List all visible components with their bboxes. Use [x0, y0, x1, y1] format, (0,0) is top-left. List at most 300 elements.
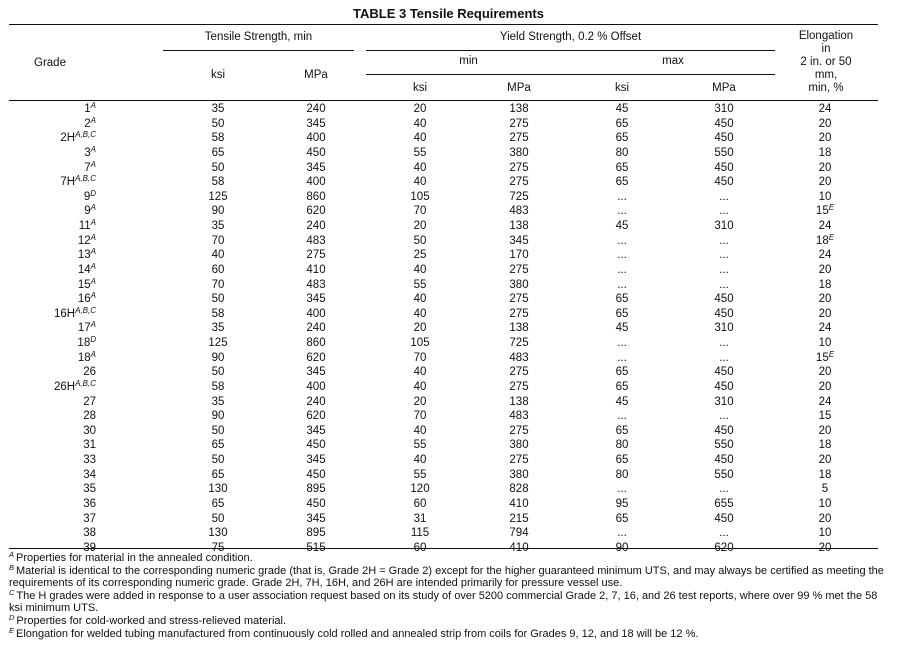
grade-value: 28 [83, 410, 96, 423]
elongation-value: 18 [815, 234, 829, 247]
ymax-mpa-cell: 550 [714, 439, 734, 452]
ymin-ksi-cell: 60 [413, 497, 427, 510]
ts-mpa-cell: 895 [306, 527, 326, 540]
ymin-ksi-cell: 40 [413, 263, 427, 276]
grade-cell [0, 292, 96, 307]
ymin-ksi-cell: 40 [413, 366, 427, 379]
ts-mpa-cell: 345 [306, 117, 326, 130]
grade-footnote-mark: D [90, 188, 96, 198]
ymin-mpa-cell: 170 [509, 249, 529, 262]
ts-mpa-cell: 450 [306, 439, 326, 452]
ymin-ksi-cell: 55 [413, 278, 427, 291]
header-elongation-line: mm, [814, 69, 838, 81]
table-row [0, 438, 897, 453]
elongation-value: 20 [818, 454, 832, 466]
ts-mpa-cell: 345 [306, 293, 326, 306]
elongation-value: 5 [821, 483, 829, 496]
ts-ksi-cell: 35 [211, 103, 225, 115]
elongation-cell [785, 351, 865, 366]
grade-cell [0, 497, 96, 512]
ymax-ksi-cell: ... [617, 278, 627, 291]
table-row [0, 453, 897, 468]
grade-cell [0, 175, 96, 190]
ymin-mpa-cell: 380 [509, 146, 529, 159]
grade-cell [0, 117, 96, 132]
table-row [0, 526, 897, 541]
ymin-mpa-cell: 275 [509, 132, 529, 145]
ts-mpa-cell: 620 [306, 351, 326, 364]
ymax-mpa-cell: 450 [714, 424, 734, 437]
ymax-ksi-cell: ... [617, 249, 627, 262]
ymax-mpa-cell: 310 [714, 322, 734, 335]
ts-ksi-cell: 125 [208, 337, 228, 349]
table-row [0, 175, 897, 190]
grade-value: 27 [83, 395, 96, 408]
elongation-cell [785, 438, 865, 453]
ymax-ksi-cell: 95 [615, 497, 629, 510]
elongation-cell [785, 117, 865, 132]
ymin-mpa-cell: 138 [509, 220, 529, 232]
elongation-cell [785, 175, 865, 190]
table-row [0, 497, 897, 512]
table-title: TABLE 3 Tensile Requirements [353, 6, 544, 21]
ymin-mpa-cell: 275 [509, 454, 529, 466]
grade-cell [0, 248, 96, 263]
grade-cell [0, 365, 96, 380]
ymin-mpa-cell: 380 [509, 278, 529, 291]
elongation-value: 20 [818, 541, 832, 554]
ymax-ksi-cell: 80 [615, 439, 629, 452]
ymax-mpa-cell: 450 [714, 293, 734, 306]
grade-value: 36 [83, 497, 96, 510]
grade-cell [0, 219, 96, 234]
grade-value: 16 [77, 293, 91, 306]
ymin-ksi-cell: 70 [413, 351, 427, 364]
ymax-mpa-cell: 450 [714, 132, 734, 145]
grade-cell [0, 307, 96, 322]
ymax-ksi-cell: ... [617, 263, 627, 276]
ymax-ksi-cell: ... [617, 234, 627, 247]
ts-ksi-cell: 65 [211, 439, 225, 452]
footnote [9, 562, 889, 590]
ts-mpa-cell: 895 [306, 483, 326, 496]
elongation-value: 15 [815, 351, 829, 364]
ymax-mpa-cell: 550 [714, 468, 734, 481]
ymax-ksi-cell: 65 [615, 424, 629, 437]
ymin-ksi-cell: 105 [410, 337, 430, 349]
grade-value: 2H [60, 132, 76, 145]
elongation-value: 20 [818, 512, 832, 525]
ymax-ksi-cell: 65 [615, 132, 629, 145]
elongation-value: 20 [818, 293, 832, 306]
grade-value: 14 [77, 263, 91, 276]
elongation-cell [785, 526, 865, 541]
ymax-mpa-cell: ... [719, 410, 729, 423]
elongation-cell [785, 292, 865, 307]
ymax-ksi-cell: ... [617, 351, 627, 364]
ts-ksi-cell: 50 [211, 366, 225, 379]
ts-mpa-cell: 400 [306, 380, 326, 393]
ymin-mpa-cell: 275 [509, 117, 529, 130]
elongation-value: 24 [818, 249, 832, 262]
ymin-mpa-cell: 275 [509, 293, 529, 306]
grade-cell [0, 482, 96, 497]
grade-value: 11 [78, 220, 91, 232]
footnote [9, 612, 889, 628]
ymin-mpa-cell: 275 [509, 424, 529, 437]
footnote-mark: D [9, 612, 15, 622]
table-row [0, 482, 897, 497]
grade-cell [0, 204, 96, 219]
ymax-ksi-cell: 65 [615, 117, 629, 130]
table-row [0, 336, 897, 351]
grade-value: 7 [84, 161, 91, 174]
grade-cell [0, 351, 96, 366]
ts-ksi-cell: 65 [211, 468, 225, 481]
grade-cell [0, 161, 96, 176]
grade-footnote-mark: A [90, 115, 96, 125]
table-row [0, 263, 897, 278]
grade-value: 9 [83, 190, 91, 203]
ymin-ksi-cell: 40 [413, 161, 427, 174]
grade-cell [0, 468, 96, 483]
footnote-text: Properties for cold-worked and stress-relieved material. [16, 614, 287, 627]
elongation-value: 20 [818, 263, 832, 276]
ymax-mpa-cell: ... [719, 278, 729, 291]
grade-cell [0, 424, 96, 439]
ts-ksi-cell: 130 [208, 483, 228, 496]
ymax-mpa-cell: 310 [714, 395, 734, 408]
ymin-ksi-cell: 40 [413, 424, 427, 437]
grade-cell [0, 278, 96, 293]
grade-value: 26 [83, 366, 96, 379]
ymax-mpa-cell: 655 [714, 497, 734, 510]
elongation-value: 10 [818, 497, 832, 510]
ymin-mpa-cell: 828 [509, 483, 529, 496]
grade-cell [0, 336, 96, 351]
grade-footnote-mark: A,B,C [75, 130, 96, 140]
grade-footnote-mark: A [90, 291, 96, 301]
footnote-text: Elongation for welded tubing manufactured from continuously cold rolled and annealed strip from coils for Grades 9, 12, and 18 will be 12 %. [16, 627, 699, 640]
grade-cell [0, 512, 96, 527]
grade-value: 30 [83, 424, 96, 437]
min-max-rule [366, 74, 775, 75]
elongation-cell [785, 424, 865, 439]
header-elongation-line: in [821, 43, 831, 55]
ts-ksi-cell: 35 [211, 395, 225, 408]
header-elongation-line: min, % [808, 82, 844, 94]
ymax-mpa-cell: 450 [714, 366, 734, 379]
header-yield-max: max [662, 55, 684, 67]
table-row [0, 307, 897, 322]
table-row [0, 278, 897, 293]
ts-ksi-cell: 50 [211, 454, 225, 466]
ts-mpa-cell: 860 [306, 190, 326, 203]
ts-ksi-cell: 40 [211, 249, 225, 262]
grade-value: 38 [83, 527, 96, 540]
ymax-ksi-cell: 45 [615, 395, 629, 408]
elongation-value: 20 [818, 307, 832, 320]
ymax-mpa-cell: ... [719, 234, 729, 247]
ts-ksi-cell: 70 [211, 234, 225, 247]
ymin-mpa-cell: 215 [509, 512, 529, 525]
elongation-value: 20 [818, 132, 832, 145]
ts-ksi-cell: 75 [211, 541, 225, 554]
ymin-mpa-cell: 275 [509, 380, 529, 393]
footnote [9, 552, 889, 565]
grade-value: 37 [83, 512, 96, 525]
elongation-cell [785, 161, 865, 176]
grade-value: 34 [83, 468, 96, 481]
header-ymax-ksi: ksi [614, 82, 630, 94]
table-row [0, 146, 897, 161]
ymin-ksi-cell: 20 [413, 103, 427, 115]
ymin-ksi-cell: 70 [413, 410, 427, 423]
ymin-ksi-cell: 40 [413, 454, 427, 466]
elongation-value: 20 [818, 176, 832, 189]
table-row [0, 321, 897, 336]
ymin-ksi-cell: 120 [410, 483, 430, 496]
grade-value: 26H [53, 380, 76, 393]
ymin-ksi-cell: 40 [413, 176, 427, 189]
grade-cell [0, 395, 96, 410]
ymax-ksi-cell: 65 [615, 512, 629, 525]
ts-ksi-cell: 35 [211, 220, 225, 232]
grade-value: 31 [83, 439, 96, 452]
ymin-ksi-cell: 50 [413, 234, 427, 247]
header-ymin-mpa: MPa [507, 82, 531, 94]
grade-value: 18 [77, 337, 91, 349]
header-ts-mpa: MPa [304, 69, 328, 81]
header-ts-ksi: ksi [210, 69, 226, 81]
elongation-footnote-mark: E [828, 203, 835, 213]
elongation-cell [785, 190, 865, 205]
table-row [0, 234, 897, 249]
grade-footnote-mark: A,B,C [75, 174, 96, 184]
ymax-mpa-cell: ... [719, 190, 729, 203]
grade-footnote-mark: A [90, 320, 96, 330]
ts-ksi-cell: 50 [211, 161, 225, 174]
header-elongation-line: 2 in. or 50 [800, 56, 852, 68]
ymin-mpa-cell: 380 [509, 439, 529, 452]
grade-value: 18 [77, 351, 91, 364]
ts-mpa-cell: 450 [306, 468, 326, 481]
ymax-mpa-cell: ... [719, 337, 729, 349]
table-row [0, 161, 897, 176]
ymin-ksi-cell: 40 [413, 380, 427, 393]
table-row [0, 219, 897, 234]
elongation-cell [785, 263, 865, 278]
tensile-rule [163, 50, 354, 51]
grade-value: 16H [53, 307, 76, 320]
elongation-cell [785, 234, 865, 249]
elongation-value: 15 [815, 205, 829, 218]
ts-mpa-cell: 483 [306, 278, 326, 291]
ymin-mpa-cell: 138 [509, 322, 529, 335]
ts-ksi-cell: 60 [211, 263, 225, 276]
elongation-cell [785, 497, 865, 512]
ts-mpa-cell: 860 [306, 337, 326, 349]
ymax-mpa-cell: 450 [714, 176, 734, 189]
grade-cell [0, 409, 96, 424]
ts-ksi-cell: 125 [208, 190, 228, 203]
ymin-mpa-cell: 275 [509, 307, 529, 320]
grade-footnote-mark: A [90, 203, 96, 213]
ts-mpa-cell: 483 [306, 234, 326, 247]
elongation-value: 24 [818, 103, 832, 115]
ymax-mpa-cell: 620 [714, 541, 734, 554]
elongation-value: 20 [818, 380, 832, 393]
table-row [0, 204, 897, 219]
ymin-ksi-cell: 40 [413, 293, 427, 306]
ymin-mpa-cell: 380 [509, 468, 529, 481]
elongation-cell [785, 307, 865, 322]
ymax-ksi-cell: ... [617, 410, 627, 423]
ts-ksi-cell: 58 [211, 132, 225, 145]
ts-mpa-cell: 450 [306, 146, 326, 159]
elongation-cell [785, 278, 865, 293]
ts-ksi-cell: 58 [211, 307, 225, 320]
ymax-ksi-cell: 65 [615, 366, 629, 379]
elongation-cell [785, 365, 865, 380]
ymax-ksi-cell: 65 [615, 176, 629, 189]
grade-value: 39 [83, 541, 96, 554]
table-row [0, 409, 897, 424]
ymax-mpa-cell: ... [719, 205, 729, 218]
header-yield: Yield Strength, 0.2 % Offset [499, 31, 642, 43]
grade-cell [0, 131, 96, 146]
ts-ksi-cell: 58 [211, 176, 225, 189]
grade-cell [0, 453, 96, 468]
elongation-value: 15 [818, 410, 832, 423]
ymax-mpa-cell: ... [719, 249, 729, 262]
ts-mpa-cell: 400 [306, 307, 326, 320]
ymax-ksi-cell: ... [617, 205, 627, 218]
grade-value: 3 [84, 146, 91, 159]
ymin-ksi-cell: 60 [413, 541, 427, 554]
ts-ksi-cell: 65 [211, 146, 225, 159]
elongation-cell [785, 336, 865, 351]
table-row [0, 292, 897, 307]
footnote [9, 587, 889, 615]
ts-ksi-cell: 70 [211, 278, 225, 291]
elongation-cell [785, 395, 865, 410]
ymin-ksi-cell: 25 [413, 249, 427, 262]
ymax-ksi-cell: 65 [615, 293, 629, 306]
ts-mpa-cell: 240 [306, 395, 326, 408]
grade-value: 7H [60, 176, 76, 189]
grade-cell [0, 146, 96, 161]
table-body [0, 102, 897, 555]
table-row [0, 380, 897, 395]
ymin-ksi-cell: 40 [413, 117, 427, 130]
elongation-value: 24 [818, 322, 832, 335]
ymax-mpa-cell: ... [719, 527, 729, 540]
header-elongation-line: Elongation [798, 30, 854, 42]
table-row [0, 131, 897, 146]
ymax-mpa-cell: 450 [714, 117, 734, 130]
ymin-ksi-cell: 20 [413, 395, 427, 408]
header-tensile: Tensile Strength, min [204, 31, 313, 43]
footnote-mark: E [9, 625, 15, 635]
ymax-mpa-cell: ... [719, 263, 729, 276]
table-row [0, 351, 897, 366]
ymin-ksi-cell: 40 [413, 307, 427, 320]
ymin-mpa-cell: 275 [509, 176, 529, 189]
table-row [0, 395, 897, 410]
ts-mpa-cell: 620 [306, 410, 326, 423]
footnote-mark: C [9, 587, 15, 597]
elongation-footnote-mark: E [828, 349, 835, 359]
ts-mpa-cell: 240 [306, 220, 326, 232]
table-row [0, 117, 897, 132]
ymin-mpa-cell: 410 [509, 541, 529, 554]
ts-mpa-cell: 345 [306, 424, 326, 437]
grade-footnote-mark: A [90, 261, 96, 271]
table-row [0, 424, 897, 439]
ts-ksi-cell: 50 [211, 512, 225, 525]
grade-value: 13 [77, 249, 91, 262]
elongation-cell [785, 146, 865, 161]
elongation-cell [785, 131, 865, 146]
header-elongation [775, 30, 877, 95]
grade-footnote-mark: A [90, 247, 96, 257]
grade-footnote-mark: A [90, 218, 96, 227]
grade-cell [0, 380, 96, 395]
ymin-mpa-cell: 483 [509, 205, 529, 218]
grade-value: 17 [77, 322, 91, 335]
grade-cell [0, 321, 96, 336]
ymin-mpa-cell: 275 [509, 161, 529, 174]
ts-mpa-cell: 345 [306, 512, 326, 525]
table-top-rule [9, 24, 878, 25]
elongation-cell [785, 453, 865, 468]
footnote-mark: B [9, 562, 15, 572]
ymax-mpa-cell: 450 [714, 161, 734, 174]
elongation-value: 18 [818, 146, 832, 159]
grade-cell [0, 102, 96, 117]
grade-value: 9 [84, 205, 91, 218]
elongation-value: 18 [818, 278, 832, 291]
ymax-mpa-cell: 550 [714, 146, 734, 159]
ymax-ksi-cell: 80 [615, 146, 629, 159]
grade-cell [0, 234, 96, 249]
ymax-ksi-cell: 45 [615, 220, 629, 232]
grade-value: 35 [83, 483, 96, 496]
ymax-ksi-cell: 65 [615, 307, 629, 320]
header-bottom-rule [9, 100, 878, 101]
ymax-mpa-cell: ... [719, 351, 729, 364]
elongation-value: 10 [818, 190, 832, 203]
ts-ksi-cell: 65 [211, 497, 225, 510]
elongation-cell [785, 102, 865, 117]
elongation-cell [785, 248, 865, 263]
grade-footnote-mark: A [90, 276, 96, 286]
footnote-text: Material is identical to the corresponding numeric grade (that is, Grade 2H = Grade 2) except for the higher guaranteed minimum UTS, and may always be certified as meeting the requirements of its corresponding numeric grade. Grade 2H, 7H, 16H, and 26H are intended primarily for pressure vessel use. [9, 564, 884, 590]
footnote-text: The H grades were added in response to a user association request based on its study of over 5200 commercial Grade 2, 7, 16, and 26 test reports, where over 99 % met the 58 ksi minimum UTS. [9, 589, 878, 615]
ts-mpa-cell: 515 [306, 541, 326, 554]
grade-value: 33 [83, 454, 96, 466]
grade-value: 2 [84, 117, 91, 130]
ymax-mpa-cell: 310 [714, 103, 734, 115]
ymax-mpa-cell: 450 [714, 512, 734, 525]
elongation-value: 20 [818, 161, 832, 174]
elongation-value: 24 [818, 220, 832, 232]
ts-mpa-cell: 345 [306, 366, 326, 379]
grade-footnote-mark: A [90, 159, 96, 169]
elongation-value: 20 [818, 424, 832, 437]
footnote-text: Properties for material in the annealed condition. [16, 552, 253, 564]
